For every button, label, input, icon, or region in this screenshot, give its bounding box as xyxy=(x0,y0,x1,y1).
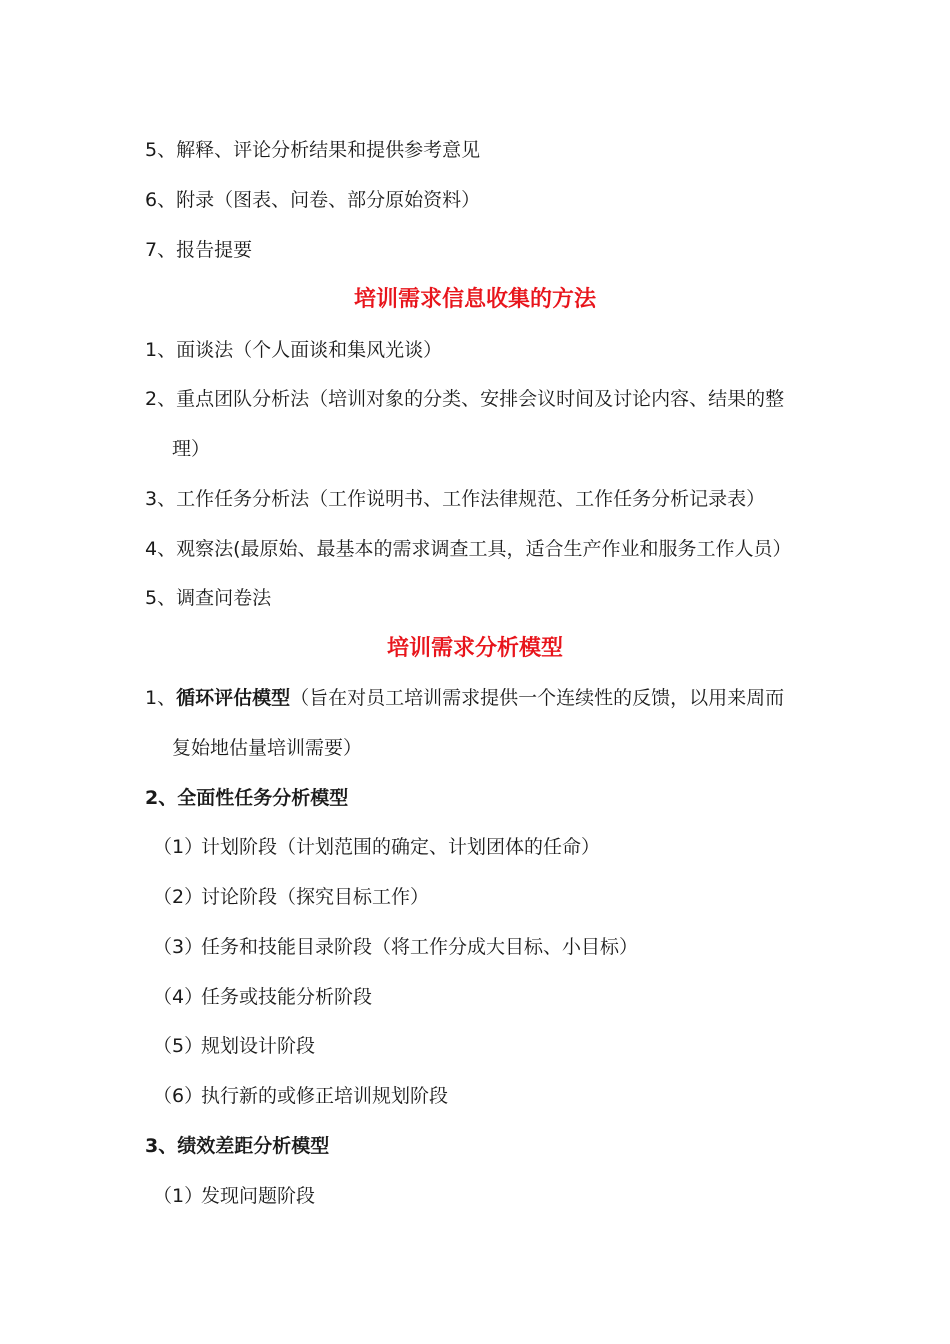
sub-item-number: （4） xyxy=(153,986,204,1008)
list-item xyxy=(145,685,784,711)
list-item-continuation: 理） xyxy=(172,438,211,460)
section-title: 培训需求信息收集的方法 xyxy=(353,287,596,312)
sub-list-item xyxy=(153,934,638,960)
item-text: 重点团队分析法（培训对象的分类、安排会议时间及讨论内容、结果的整 xyxy=(176,388,785,410)
sub-item-number: （5） xyxy=(153,1035,204,1057)
list-item xyxy=(145,137,480,163)
sub-item-text: 规划设计阶段 xyxy=(201,1035,316,1057)
sub-list-item xyxy=(153,1033,315,1059)
sub-item-number: （6） xyxy=(153,1085,204,1107)
item-number: 2、 xyxy=(145,388,177,410)
item-number: 5、 xyxy=(145,139,177,161)
list-item-continuation: 复始地估量培训需要） xyxy=(172,737,363,759)
sub-item-text: 执行新的或修正培训规划阶段 xyxy=(201,1085,449,1107)
sub-item-text: 计划阶段（计划范围的确定、计划团体的任命） xyxy=(201,836,601,858)
item-number: 1、 xyxy=(145,339,177,361)
item-number: 7、 xyxy=(145,239,177,261)
item-text: 附录（图表、问卷、部分原始资料） xyxy=(176,189,481,211)
sub-list-item xyxy=(153,1183,315,1209)
list-item xyxy=(145,486,765,512)
sub-item-number: （1） xyxy=(153,1185,204,1207)
section-title: 培训需求分析模型 xyxy=(386,636,563,661)
sub-list-item xyxy=(153,984,372,1010)
list-item xyxy=(145,386,784,412)
item-text: 报告提要 xyxy=(176,239,253,261)
sub-item-text: 任务或技能分析阶段 xyxy=(201,986,373,1008)
sub-item-text: 发现问题阶段 xyxy=(201,1185,316,1207)
sub-item-number: （2） xyxy=(153,886,204,908)
sub-list-item xyxy=(153,834,600,860)
item-bold-title: 循环评估模型 xyxy=(176,687,291,709)
list-item xyxy=(145,337,442,363)
item-text: 解释、评论分析结果和提供参考意见 xyxy=(176,139,481,161)
list-item xyxy=(145,585,271,611)
list-item xyxy=(145,237,252,263)
item-number: 5、 xyxy=(145,587,177,609)
list-item xyxy=(145,187,480,213)
item-number: 3、 xyxy=(145,488,177,510)
sub-item-number: （1） xyxy=(153,836,204,858)
sub-item-text: 任务和技能目录阶段（将工作分成大目标、小目标） xyxy=(201,936,639,958)
item-text: 观察法(最原始、最基本的需求调查工具，适合生产作业和服务工作人员） xyxy=(176,538,792,560)
list-item xyxy=(145,536,792,562)
subsection-heading: 2、全面性任务分析模型 xyxy=(145,787,349,809)
sub-list-item xyxy=(153,1083,448,1109)
item-number: 6、 xyxy=(145,189,177,211)
item-text: （旨在对员工培训需求提供一个连续性的反馈，以用来周而 xyxy=(290,687,785,709)
item-number: 4、 xyxy=(145,538,177,560)
sub-list-item xyxy=(153,884,429,910)
sub-item-number: （3） xyxy=(153,936,204,958)
subsection-heading: 3、绩效差距分析模型 xyxy=(145,1135,330,1157)
item-text: 面谈法（个人面谈和集风光谈） xyxy=(176,339,443,361)
sub-item-text: 讨论阶段（探究目标工作） xyxy=(201,886,430,908)
item-text: 工作任务分析法（工作说明书、工作法律规范、工作任务分析记录表） xyxy=(176,488,766,510)
item-text: 调查问卷法 xyxy=(176,587,272,609)
item-number: 1、 xyxy=(145,687,177,709)
